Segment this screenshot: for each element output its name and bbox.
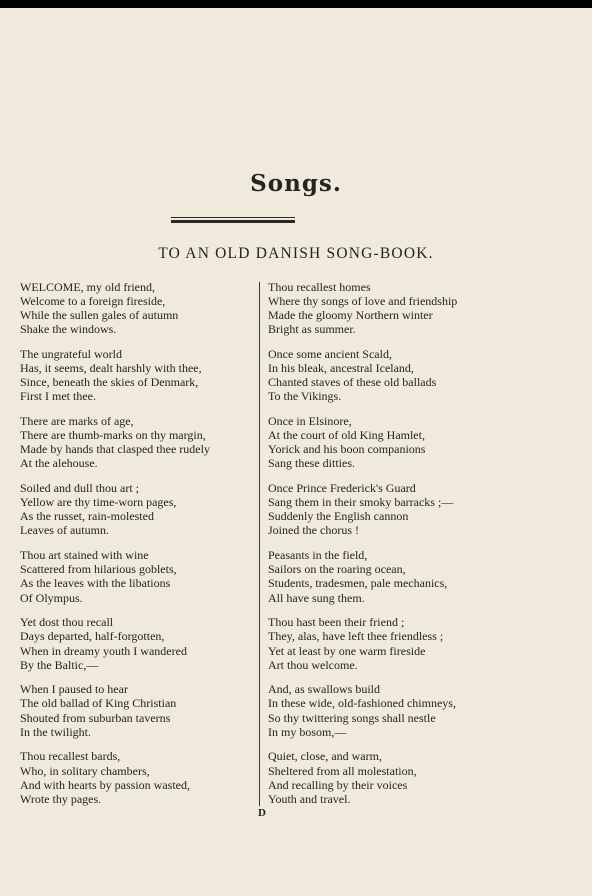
stanza (20, 347, 255, 403)
verse-line: Thou hast been their friend ; (268, 615, 405, 630)
stanza (20, 280, 255, 336)
verse-line: Quiet, close, and warm, (268, 749, 382, 764)
verse-line: Chanted staves of these old ballads (268, 375, 437, 390)
verse-line: Sheltered from all molestation, (268, 763, 417, 778)
verse-line: They, alas, have left thee friendless ; (268, 629, 444, 644)
verse-line: Shake the windows. (20, 322, 117, 337)
verse-line: Once Prince Frederick's Guard (268, 481, 416, 496)
signature-mark: D (258, 807, 266, 819)
verse-line: So thy twittering songs shall nestle (268, 710, 436, 725)
verse-line: Who, in solitary chambers, (20, 763, 150, 778)
verse-line: The old ballad of King Christian (20, 696, 177, 711)
verse-line: Art thou welcome. (268, 657, 358, 672)
verse-line: Shouted from suburban taverns (20, 710, 171, 725)
verse-line: Once in Elsinore, (268, 414, 352, 429)
verse-line: As the leaves with the libations (20, 576, 171, 591)
verse-line: All have sung them. (268, 590, 365, 605)
stanza (268, 548, 508, 604)
verse-line: Of Olympus. (20, 590, 83, 605)
verse-line: WELCOME, my old friend, (20, 280, 155, 294)
stanza (268, 414, 508, 470)
verse-line: In my bosom,— (268, 724, 347, 739)
stanza (268, 347, 508, 403)
section-title: Songs. (250, 170, 342, 197)
verse-line: Joined the chorus ! (268, 523, 359, 538)
verse-line: Soiled and dull thou art ; (20, 481, 139, 496)
verse-line: And, as swallows build (268, 682, 380, 697)
verse-line: Wrote thy pages. (20, 791, 102, 806)
verse-line: Once some ancient Scald, (268, 347, 392, 362)
verse-line: First I met thee. (20, 389, 96, 404)
verse-line: Welcome to a foreign fireside, (20, 294, 166, 309)
verse-line: There are marks of age, (20, 414, 134, 429)
verse-line: Has, it seems, dealt harshly with thee, (20, 361, 202, 376)
verse-line: The ungrateful world (20, 347, 122, 362)
rule-thick (171, 220, 295, 223)
verse-line: Thou recallest bards, (20, 749, 121, 764)
stanza (20, 749, 255, 805)
verse-line: By the Baltic,— (20, 657, 99, 672)
verse-line: And recalling by their voices (268, 777, 408, 792)
verse-line: Yorick and his boon companions (268, 442, 426, 457)
rule-thin (171, 217, 295, 218)
verse-line: Thou recallest homes (268, 280, 371, 294)
verse-line: At the court of old King Hamlet, (268, 428, 425, 443)
stanza (20, 548, 255, 604)
verse-line: Days departed, half-forgotten, (20, 629, 165, 644)
verse-line: Peasants in the field, (268, 548, 368, 563)
stanza (268, 615, 508, 671)
decorative-rule (171, 217, 295, 223)
verse-line: Thou art stained with wine (20, 548, 149, 563)
stanza (20, 481, 255, 537)
stanza (268, 682, 508, 738)
right-column (268, 280, 508, 817)
column-divider (259, 282, 260, 806)
poem-title: TO AN OLD DANISH SONG-BOOK. (158, 245, 434, 262)
stanza (20, 414, 255, 470)
verse-line: Yet dost thou recall (20, 615, 114, 630)
verse-line: Youth and travel. (268, 791, 351, 806)
verse-line: In the twilight. (20, 724, 91, 739)
verse-line: Students, tradesmen, pale mechanics, (268, 576, 448, 591)
verse-line: Made by hands that clasped thee rudely (20, 442, 210, 457)
verse-line: There are thumb-marks on thy margin, (20, 428, 206, 443)
verse-line: Sailors on the roaring ocean, (268, 562, 406, 577)
verse-line: Made the gloomy Northern winter (268, 308, 433, 323)
left-column (20, 280, 255, 817)
verse-line: Yet at least by one warm fireside (268, 643, 426, 658)
verse-line: Bright as summer. (268, 322, 356, 337)
verse-line: When I paused to hear (20, 682, 128, 697)
stanza (268, 280, 508, 336)
stanza (20, 615, 255, 671)
verse-line: Sang these ditties. (268, 456, 355, 471)
verse-line: Yellow are thy time-worn pages, (20, 495, 177, 510)
verse-line: Since, beneath the skies of Denmark, (20, 375, 199, 390)
stanza (20, 682, 255, 738)
stanza (268, 749, 508, 805)
verse-line: In these wide, old-fashioned chimneys, (268, 696, 456, 711)
verse-line: Sang them in their smoky barracks ;— (268, 495, 454, 510)
verse-line: Scattered from hilarious goblets, (20, 562, 177, 577)
verse-line: Leaves of autumn. (20, 523, 109, 538)
verse-line: At the alehouse. (20, 456, 98, 471)
stanza (268, 481, 508, 537)
verse-line: As the russet, rain-molested (20, 509, 154, 524)
verse-line: When in dreamy youth I wandered (20, 643, 187, 658)
verse-line: In his bleak, ancestral Iceland, (268, 361, 414, 376)
book-page (0, 8, 592, 896)
verse-line: While the sullen gales of autumn (20, 308, 179, 323)
verse-line: Where thy songs of love and friendship (268, 294, 458, 309)
verse-line: Suddenly the English cannon (268, 509, 409, 524)
verse-line: To the Vikings. (268, 389, 342, 404)
verse-line: And with hearts by passion wasted, (20, 777, 190, 792)
